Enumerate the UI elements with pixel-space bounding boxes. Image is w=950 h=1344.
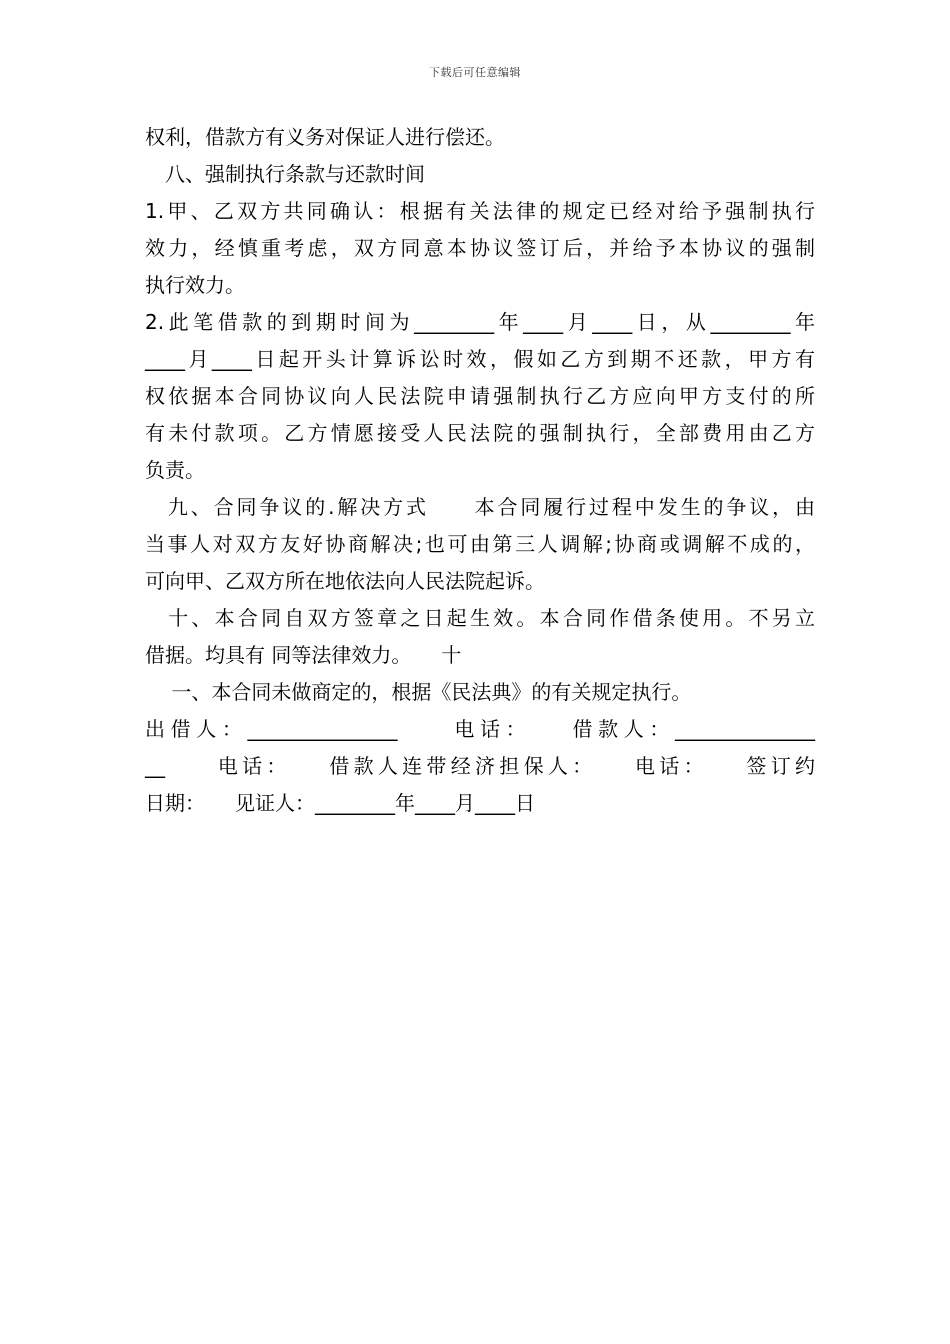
signature-line-1: 出借人：_______________ 电话： 借款人：______________ [145,717,815,741]
section-heading-9: 九、合同争议的.解决方式 本合同履行过程中发生的争议，由 [145,495,815,519]
body-line-13: 可向甲、乙双方所在地依法向人民法院起诉。 [145,569,545,593]
body-line-5: 执行效力。 [145,273,245,297]
body-line-9: 有未付款项。乙方情愿接受人民法院的强制执行，全部费用由乙方 [145,421,815,445]
section-heading-8: 八、强制执行条款与还款时间 [145,162,425,186]
body-line-15: 借据。均具有 同等法律效力。 十 [145,643,462,667]
body-line-3: 1.甲、乙双方共同确认：根据有关法律的规定已经对给予强制执行 [145,199,815,223]
signature-line-3: 日期： 见证人：________年____月____日 [145,791,535,815]
body-line-1: 权利，借款方有义务对保证人进行偿还。 [145,125,505,149]
body-line-6: 2.此笔借款的到期时间为________年____月____日，从________年 [145,310,815,334]
page-header: 下载后可任意编辑 [429,66,521,79]
body-line-7: ____月____日起开头计算诉讼时效，假如乙方到期不还款，甲方有 [145,347,815,371]
signature-line-2: __ 电话： 借款人连带经济担保人： 电话： 签订约 [145,754,815,778]
body-line-10: 负责。 [145,458,205,482]
body-line-8: 权依据本合同协议向人民法院申请强制执行乙方应向甲方支付的所 [145,384,815,408]
body-line-12: 当事人对双方友好协商解决;也可由第三人调解;协商或调解不成的， [145,532,815,556]
section-heading-10: 十、本合同自双方签章之日起生效。本合同作借条使用。不另立 [145,606,815,630]
body-line-4: 效力，经慎重考虑，双方同意本协议签订后，并给予本协议的强制 [145,236,815,260]
section-heading-11: 一、本合同未做商定的，根据《民法典》的有关规定执行。 [145,680,692,704]
